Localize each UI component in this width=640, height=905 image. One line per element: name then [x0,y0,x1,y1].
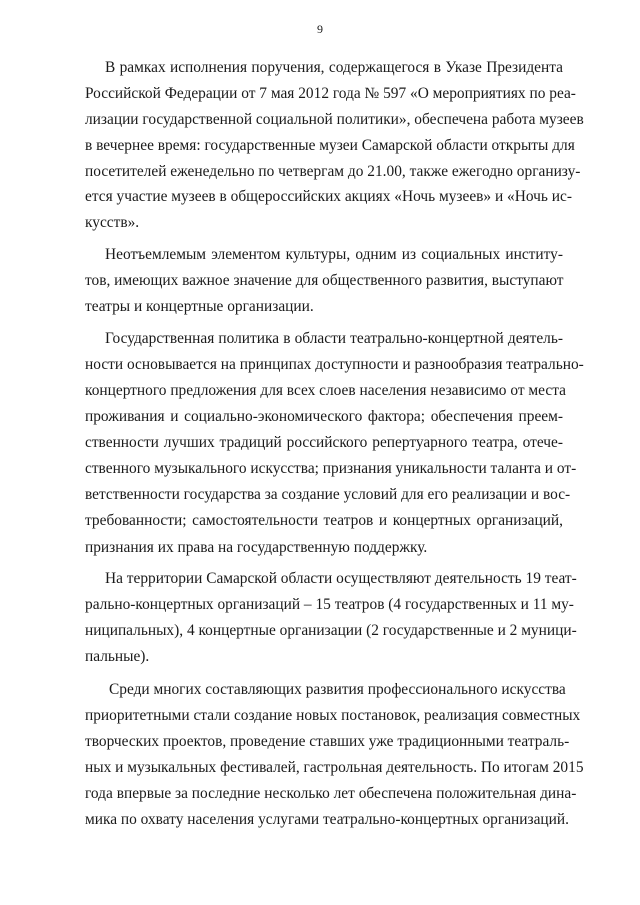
text-line: требованности; самостоятельности театров и концертных организаций, [85,512,563,529]
text-line: Неотъемлемым элементом культуры, одним из социальных институ- [105,246,563,263]
text-line: концертного предложения для всех слоев населения независимо от места [85,382,566,399]
text-line: проживания и социально-экономического фактора; обеспечения преем- [85,408,563,425]
text-line: лизации государственной социальной политики», обеспечена работа музеев [85,111,584,128]
text-line: ветственности государства за создание условий для его реализации и вос- [85,486,571,503]
text-line: года впервые за последние несколько лет обеспечена положительная дина- [85,785,577,802]
text-line: творческих проектов, проведение ставших уже традиционными театраль- [85,733,570,750]
text-line: ется участие музеев в общероссийских акциях «Ночь музеев» и «Ночь ис- [85,188,572,205]
text-line: в вечернее время: государственные музеи Самарской области открыты для [85,137,575,154]
text-line: мика по охвату населения услугами театрально-концертных организаций. [85,811,569,828]
text-line: приоритетными стали создание новых постановок, реализация совместных [85,707,581,724]
text-line: тов, имеющих важное значение для общественного развития, выступают [85,272,564,289]
text-line: ственного музыкального искусства; признания уникальности таланта и от- [85,460,577,477]
text-line: театры и концертные организации. [85,298,314,315]
text-line: посетителей еженедельно по четвергам до 21.00, также ежегодно организу- [85,163,581,180]
text-line: Государственная политика в области театрально-концертной деятель- [105,330,563,347]
text-line: Российской Федерации от 7 мая 2012 года № 597 «О мероприятиях по реа- [85,85,576,102]
text-line: ниципальных), 4 концертные организации (2 государственные и 2 муници- [85,622,577,639]
text-line: рально-концертных организаций – 15 театров (4 государственных и 11 му- [85,596,574,613]
text-line: На территории Самарской области осуществляют деятельность 19 теат- [105,570,577,587]
page-number: 9 [317,22,323,36]
text-line: ственности лучших традиций российского репертуарного театра, отече- [85,434,563,451]
text-line: пальные). [85,648,150,665]
text-line: Среди многих составляющих развития профессионального искусства [109,681,566,698]
text-line: В рамках исполнения поручения, содержащегося в Указе Президента [105,59,563,76]
text-line: ности основывается на принципах доступности и разнообразия театрально- [85,356,584,373]
text-line: признания их права на государственную поддержку. [85,539,428,556]
text-line: кусств». [85,214,140,231]
text-line: ных и музыкальных фестивалей, гастрольная деятельность. По итогам 2015 [85,759,584,776]
